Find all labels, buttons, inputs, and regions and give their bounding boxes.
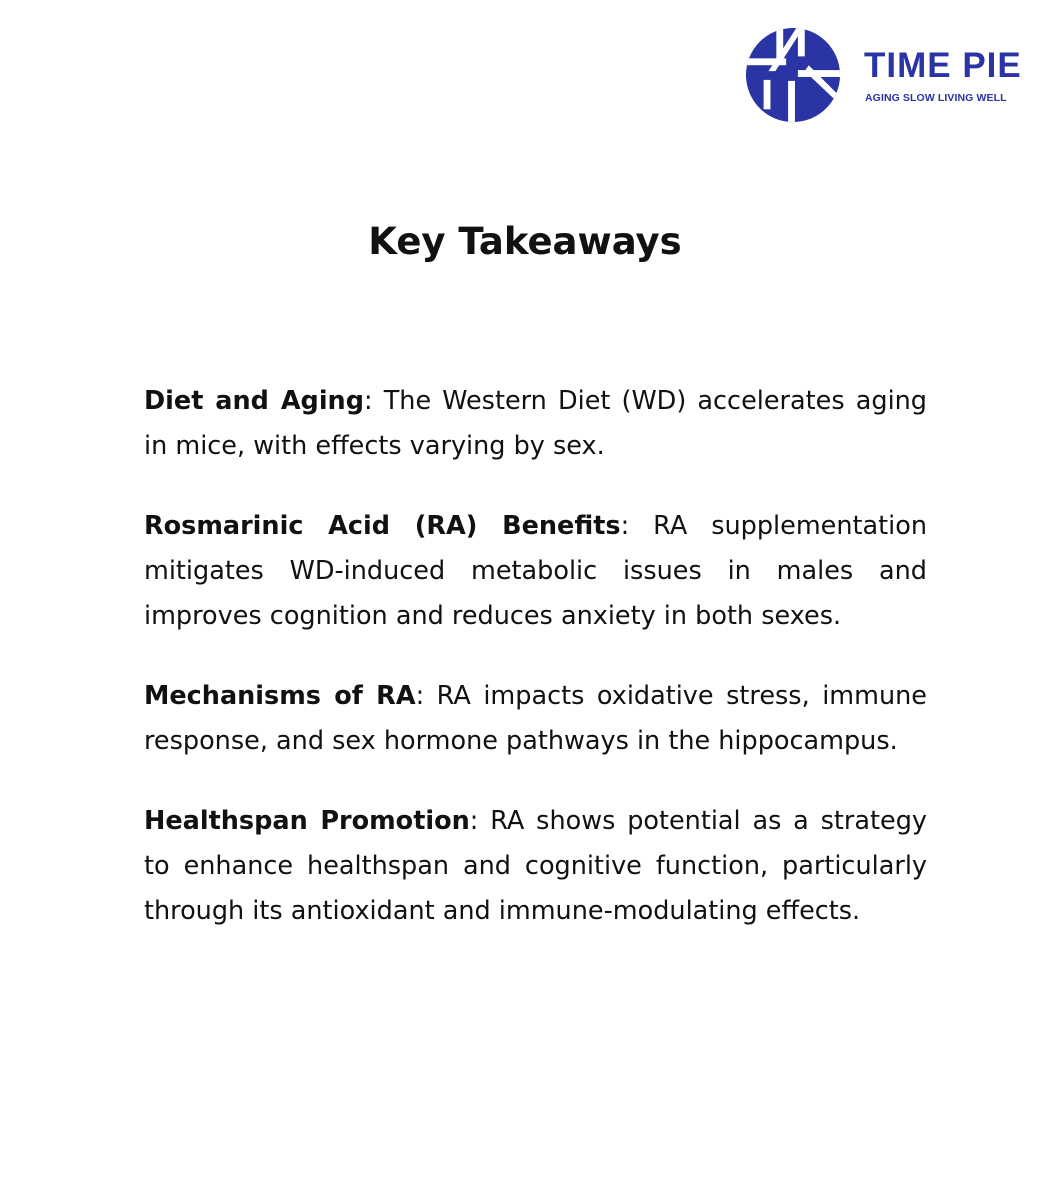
takeaway-diet-and-aging xyxy=(144,379,927,469)
takeaway-ra-benefits xyxy=(144,504,927,639)
takeaway-mechanisms-of-ra xyxy=(144,674,927,764)
takeaway-heading: Mechanisms of RA xyxy=(144,681,416,711)
takeaway-separator: : xyxy=(415,681,425,711)
takeaway-separator: : xyxy=(469,806,479,836)
takeaway-heading: Rosmarinic Acid (RA) Benefits xyxy=(144,511,621,541)
takeaway-separator: : xyxy=(363,386,373,416)
time-pie-logo-icon xyxy=(744,26,842,124)
brand-tagline: AGING SLOW LIVING WELL xyxy=(865,92,1007,104)
takeaway-separator: : xyxy=(620,511,630,541)
takeaway-text: The Western Diet (WD) accelerates aging in mice, with effects varying by sex. xyxy=(144,386,927,461)
brand-logo xyxy=(744,26,1034,126)
takeaway-text: RA supplementation mitigates WD-induced metabolic issues in males and improves cognition and reduces anxiety in both sexes. xyxy=(144,511,927,631)
takeaways-list xyxy=(144,379,927,969)
brand-name: TIME PIE xyxy=(864,46,1022,85)
takeaway-text: RA shows potential as a strategy to enhance healthspan and cognitive function, particularly through its antioxidant and immune-modulating effects. xyxy=(144,806,927,926)
takeaway-healthspan-promotion xyxy=(144,799,927,934)
takeaway-text: RA impacts oxidative stress, immune response, and sex hormone pathways in the hippocampus. xyxy=(144,681,927,756)
takeaway-heading: Healthspan Promotion xyxy=(144,806,470,836)
page-title: Key Takeaways xyxy=(368,220,682,263)
takeaway-heading: Diet and Aging xyxy=(144,386,364,416)
